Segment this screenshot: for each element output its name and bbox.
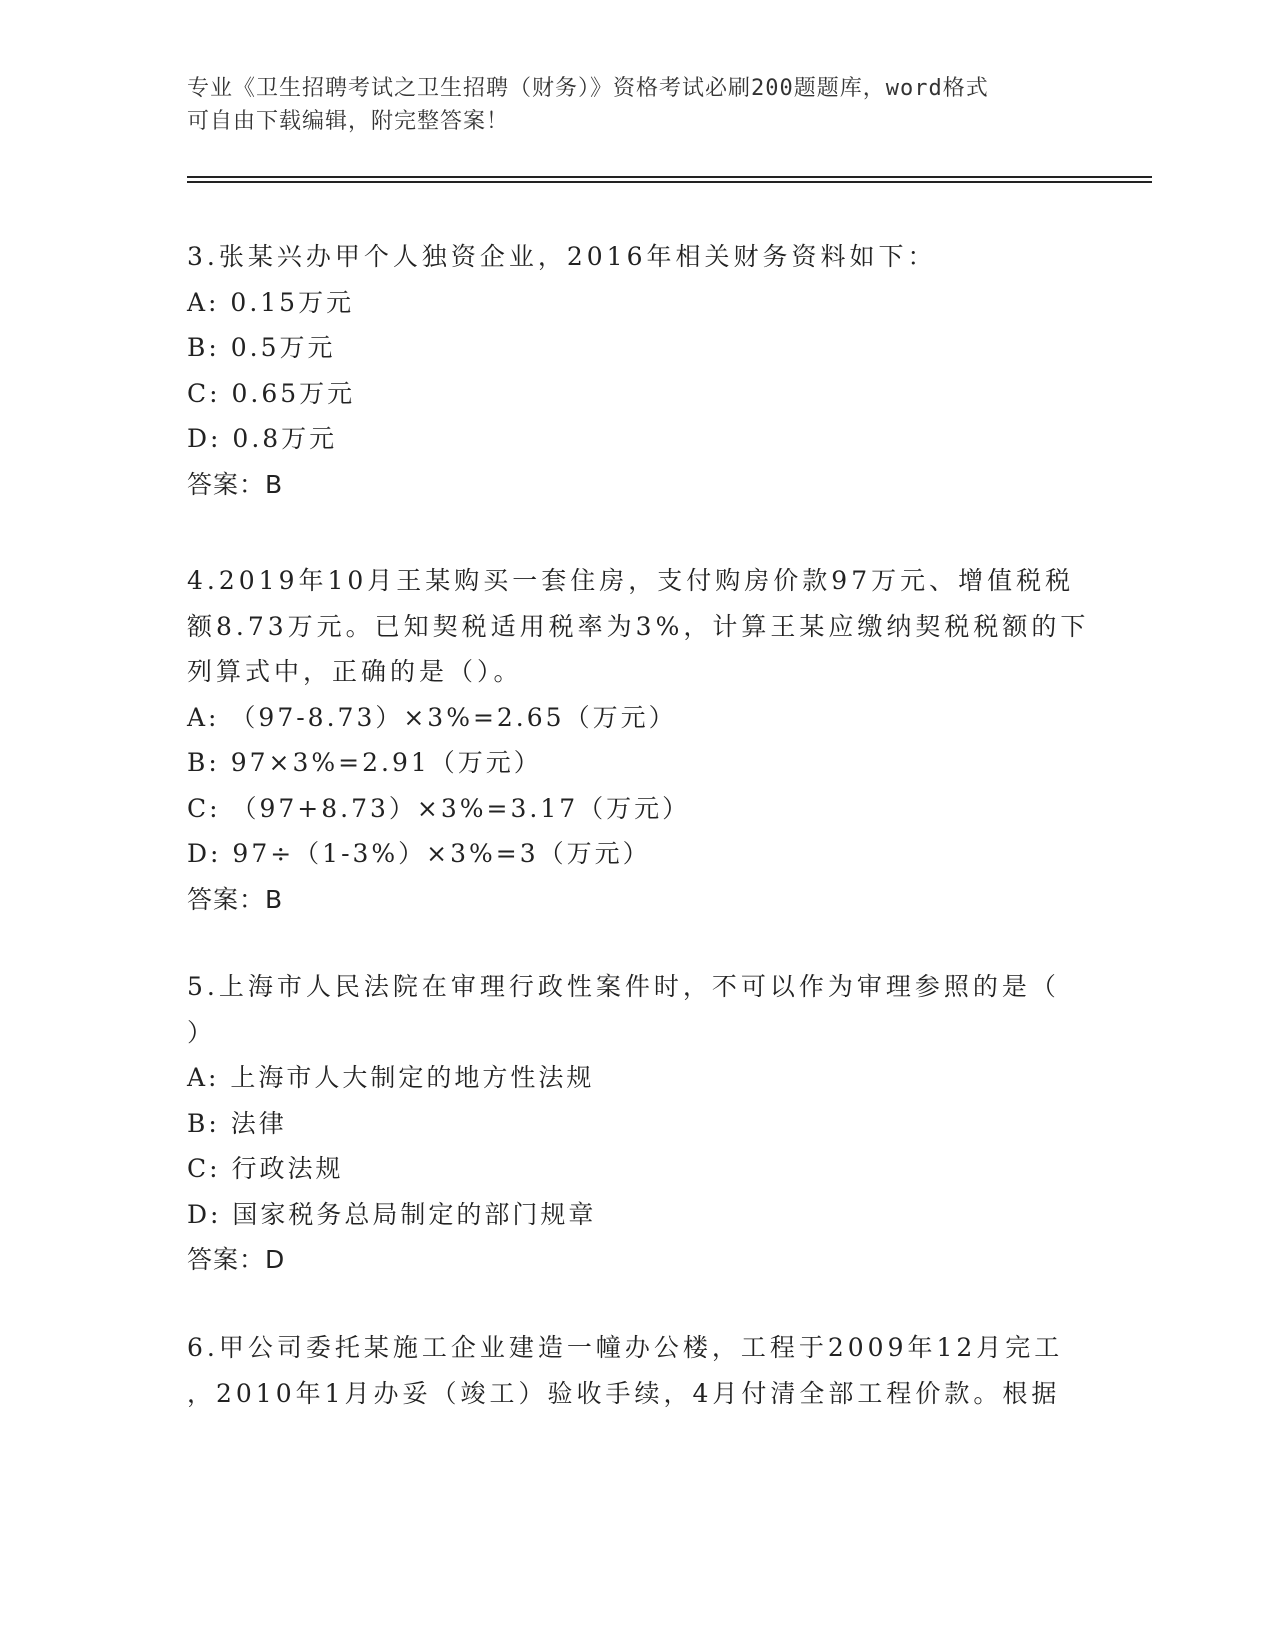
stem-line: 3.张某兴办甲个人独资企业，2016年相关财务资料如下： — [187, 242, 937, 271]
option-c: C: （97+8.73）×3%=3.17（万元） — [187, 793, 691, 823]
answer-line: 答案：B — [187, 469, 284, 499]
stem-line: ） — [187, 1017, 217, 1047]
stem-line: 列算式中，正确的是（）。 — [187, 657, 523, 686]
option-b: B: 法律 — [187, 1108, 287, 1138]
header-divider-top — [187, 176, 1152, 178]
stem-line: 5.上海市人民法院在审理行政性案件时，不可以作为审理参照的是（ — [187, 972, 1060, 1001]
option-d: D: 0.8万元 — [187, 424, 338, 453]
option-a: A: 0.15万元 — [187, 287, 355, 317]
document-header — [187, 72, 1067, 138]
question-6 — [187, 1325, 1087, 1416]
option-b: B: 0.5万元 — [187, 333, 336, 362]
option-a: A: 上海市人大制定的地方性法规 — [187, 1063, 595, 1092]
option-b: B: 97×3%=2.91（万元） — [187, 748, 542, 777]
header-divider-bottom — [187, 181, 1152, 183]
option-d: D: 国家税务总局制定的部门规章 — [187, 1199, 597, 1229]
question-4 — [187, 558, 1090, 922]
question-3 — [187, 234, 1087, 507]
header-line-2: 可自由下载编辑，附完整答案！ — [187, 109, 510, 134]
stem-line: ，2010年1月办妥（竣工）验收手续，4月付清全部工程价款。根据 — [187, 1378, 1061, 1408]
question-stem — [187, 1325, 1087, 1416]
question-stem — [187, 964, 1087, 1055]
option-c: C: 行政法规 — [187, 1154, 344, 1183]
question-stem — [187, 558, 1090, 695]
question-5 — [187, 964, 1087, 1283]
option-d: D: 97÷（1-3%）×3%=3（万元） — [187, 839, 651, 868]
stem-line: 4.2019年10月王某购买一套住房，支付购房价款97万元、增值税税 — [187, 566, 1075, 595]
question-stem — [187, 234, 1087, 280]
stem-line: 额8.73万元。已知契税适用税率为3%，计算王某应缴纳契税税额的下 — [187, 611, 1090, 641]
answer-line: 答案：D — [187, 1245, 286, 1274]
answer-line: 答案：B — [187, 884, 284, 914]
option-a: A: （97-8.73）×3%=2.65（万元） — [187, 702, 677, 732]
header-line-1: 专业《卫生招聘考试之卫生招聘（财务）》资格考试必刷200题题库，word格式 — [187, 76, 989, 101]
option-c: C: 0.65万元 — [187, 378, 356, 408]
stem-line: 6.甲公司委托某施工企业建造一幢办公楼，工程于2009年12月完工 — [187, 1333, 1064, 1362]
